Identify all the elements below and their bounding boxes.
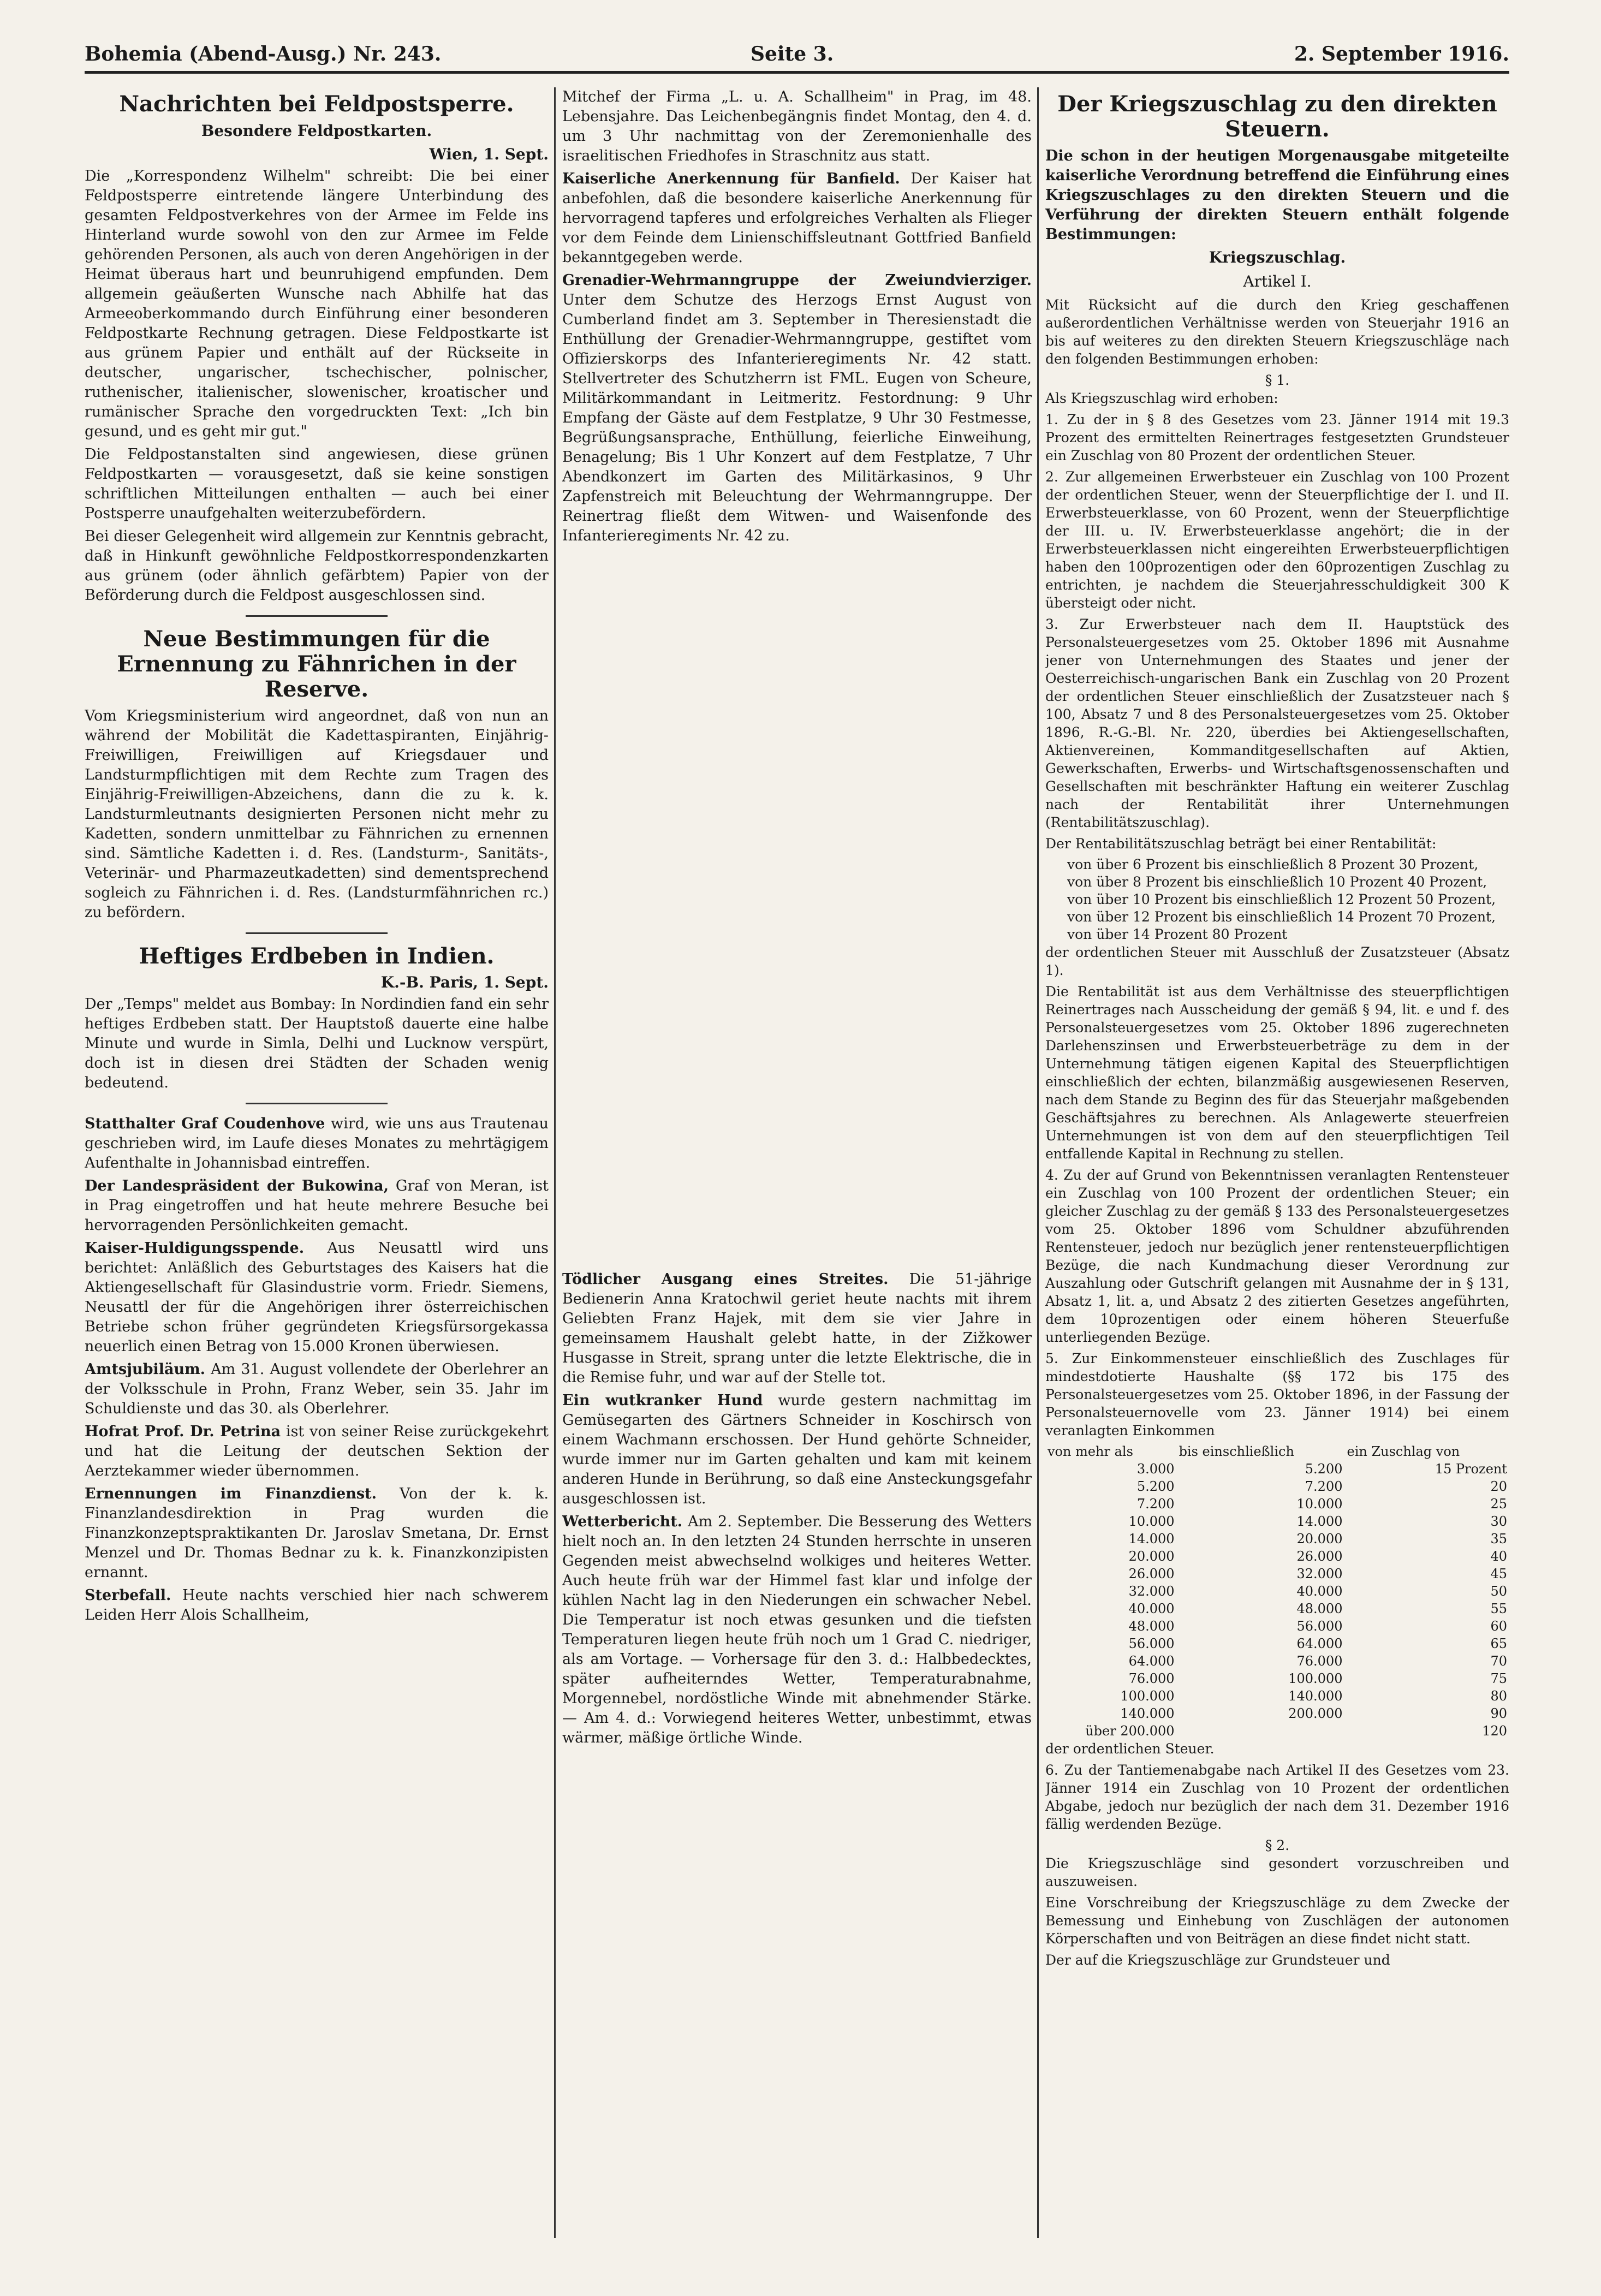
table-cell: 64.000 <box>1296 1636 1343 1651</box>
table-cell: 64.000 <box>1128 1653 1175 1669</box>
table-cell: 30 <box>1490 1514 1507 1529</box>
rate-list-item: von über 12 Prozent bis einschließlich 14 Prozent 70 Prozent, <box>1067 909 1496 925</box>
column-left <box>85 87 549 2249</box>
news-item-lead: Amtsjubiläum. <box>85 1361 206 1378</box>
article-heading: Artikel I. <box>1243 272 1312 290</box>
news-item <box>85 1586 549 1625</box>
article-paragraph: 2. Zur allgemeinen Erwerbsteuer ein Zuschlag von 100 Prozent der ordentlichen Steuer, wenn der Steuerpflichtige der I. und II. Erwerbsteuerklasse, von 60 Prozent, wenn der Steuerpflichtige der III. u. IV. Erwerbsteuerklasse angehört; die in der Erwerbsteuerklassen nicht eingereihten Erwerbsteuerpflichtigen haben den 100prozentigen oder den 60prozentigen Zuschlag zu entrichten, je nachdem die Steuerjahresschuldigkeit 300 K übersteigt oder nicht. <box>1045 469 1509 611</box>
table-cell: 10.000 <box>1128 1514 1175 1529</box>
table-cell: 20.000 <box>1128 1549 1175 1564</box>
news-item <box>562 1270 1032 1388</box>
table-cell: 40 <box>1490 1549 1507 1564</box>
article-paragraph: Die Rentabilität ist aus dem Verhältnisse des steuerpflichtigen Reinertrages nach Ausscheidung der gemäß § 94, lit. e und f. des Personalsteuergesetzes vom 25. Oktober 1896 zugerechneten Darlehenszinsen und Erwerbsteuerbeträge zu dem in der Unternehmung tätigen eigenen Kapital des Steuerpflichtigen einschließlich der echten, bilanzmäßig ausgewiesenen Reserven, nach dem Stande zu Beginn des für das Steuerjahr maßgebenden Geschäftsjahres zu berechnen. Als Anlagewerte steuerfreien Unternehmungen ist von dem auf den steuerpflichtigen Teil entfallende Kapital in Rechnung zu stellen. <box>1045 984 1509 1162</box>
table-row <box>1045 1705 1509 1722</box>
article-paragraph: Die schon in der heutigen Morgenausgabe mitgeteilte kaiserliche Verordnung betreffend die Einführung eines Kriegszuschlages zu den direkten Steuern und die Verführung der direkten Steuern enthält folgende Bestimmungen: <box>1045 147 1509 243</box>
table-cell: 48.000 <box>1296 1601 1343 1616</box>
table-row <box>1045 1600 1509 1617</box>
table-cell: 56.000 <box>1296 1619 1343 1634</box>
table-cell: 100.000 <box>1288 1671 1343 1686</box>
article-title-feldpost: Nachrichten bei Feldpostsperre. <box>119 91 514 117</box>
article-paragraph: Bei dieser Gelegenheit wird allgemein zur Kenntnis gebracht, daß in Hinkunft gewöhnliche Feldpostkorrespondenzkarten aus grünem (oder ähnlich gefärbtem) Papier von der Beförderung durch die Feldpost ausgeschlossen sind. <box>85 528 549 604</box>
masthead <box>85 38 1509 74</box>
table-cell: 15 Prozent <box>1435 1461 1507 1477</box>
table-cell: 50 <box>1490 1584 1507 1599</box>
table-row <box>1045 1565 1509 1583</box>
news-item <box>562 169 1032 267</box>
issue-date: 2. September 1916. <box>1294 43 1509 66</box>
blank-column-area <box>562 855 1032 1161</box>
article-paragraph: 1. Zu der in § 8 des Gesetzes vom 23. Jänner 1914 mit 19.3 Prozent des ermittelten Reinertrages festgesetzten Grundsteuer ein Zuschlag von 80 Prozent der ordentlichen Steuer. <box>1045 412 1509 463</box>
article-paragraph: Vom Kriegsministerium wird angeordnet, daß von nun an während der Mobilität die Kadettaspiranten, Einjährig-Freiwilligen, Freiwilligen auf Kriegsdauer und Landsturmpflichtigen mit dem Rechte zum Tragen des Einjährig-Freiwilligen-Abzeichens, dann die zu k. k. Landsturmleutnants designierten Personen nicht mehr zu Kadetten, sondern unmittelbar zu Fähnrichen zu ernennen sind. Sämtliche Kadetten i. d. Res. (Landsturm-, Sanitäts-, Veterinär- und Pharmazeutkadetten) sind dementsprechend sogleich zu Fähnrichen i. d. Res. (Landsturmfähnrichen rc.) zu befördern. <box>85 707 549 921</box>
table-row <box>1045 1722 1509 1740</box>
table-cell: 140.000 <box>1120 1706 1175 1721</box>
news-item-text: Aus Neusattl wird uns berichtet: Anläßlich des Geburtstages des Kaisers hat die Aktiengesellschaft für Glasindustrie vorm. Friedr. Siemens, Neusattl der für die Angehörigen ihrer österreichischen Betriebe schon früher gegründeten Kriegsfürsorgekassa neuerlich einen Betrag von 15.000 Kronen überwiesen. <box>85 1240 549 1355</box>
table-cell: 26.000 <box>1296 1549 1343 1564</box>
table-cell: 5.200 <box>1305 1461 1343 1477</box>
table-cell: 7.200 <box>1305 1479 1343 1494</box>
paragraph-marker: § 1. <box>1265 372 1290 388</box>
table-row <box>1045 1652 1509 1670</box>
table-cell: 200.000 <box>1288 1706 1343 1721</box>
masthead-title: Bohemia (Abend-Ausg.) Nr. 243. <box>85 43 442 66</box>
column-right <box>1045 87 1509 2249</box>
table-cell: 48.000 <box>1128 1619 1175 1634</box>
table-cell: 35 <box>1490 1531 1507 1546</box>
table-row <box>1045 1530 1509 1548</box>
news-item-lead: Statthalter Graf Coudenhove <box>85 1115 325 1132</box>
rate-list-item: von über 6 Prozent bis einschließlich 8 Prozent 30 Prozent, <box>1067 856 1479 872</box>
news-item <box>562 1512 1032 1748</box>
article-paragraph: Der „Temps" meldet aus Bombay: In Nordindien fand ein sehr heftiges Erdbeben statt. Der Hauptstoß dauerte eine halbe Minute und wurde in Simla, Delhi und Lucknow verspürt, doch ist in diesen drei Städten der Schaden wenig bedeutend. <box>85 996 549 1091</box>
table-cell: 14.000 <box>1296 1514 1343 1529</box>
table-header-cell: ein Zuschlag von <box>1347 1444 1460 1459</box>
rate-list-item: von über 14 Prozent 80 Prozent <box>1067 926 1288 942</box>
table-cell: 10.000 <box>1296 1496 1343 1512</box>
table-cell: 5.200 <box>1136 1479 1175 1494</box>
table-cell <box>1177 1722 1345 1740</box>
article-paragraph: Die „Korrespondenz Wilhelm" schreibt: Die bei einer Feldpostsperre eintretende längere Unterbindung des gesamten Feldpostverkehres von der Armee im Felde ins Hinterland wurde sowohl von den zur Armee im Felde gehörenden Personen, als auch von deren Angehörigen in der Heimat überaus hart und beunruhigend empfunden. Dem allgemein geäußerten Wunsche nach Abhilfe hat das Armeeoberkommando durch Einführung einer besonderen Feldpostkarte Rechnung getragen. Diese Feldpostkarte ist aus grünem Papier und enthält auf der Rückseite in deutscher, ungarischer, tschechischer, polnischer, ruthenischer, italienischer, slowenischer, kroatischer und rumänischer Sprache den vorgedruckten Text: „Ich bin gesund, und es geht mir gut." <box>85 168 549 440</box>
table-cell: 60 <box>1490 1619 1507 1634</box>
news-item-text: wird, wie uns aus Trautenau geschrieben wird, im Laufe dieses Monates zu mehrtägigem Aufenthalte in Johannisbad eintreffen. <box>85 1115 549 1171</box>
news-item <box>85 1239 549 1357</box>
table-row <box>1045 1583 1509 1600</box>
news-item-lead: Wetterbericht. <box>562 1513 683 1530</box>
news-item-lead: Hofrat Prof. Dr. Petrina <box>85 1423 281 1440</box>
newspaper-page <box>85 38 1509 2255</box>
news-item-lead: Ernennungen im Finanzdienst. <box>85 1485 377 1502</box>
table-cell: 45 <box>1490 1566 1507 1581</box>
news-item-lead: Kaiser-Huldigungsspende. <box>85 1240 305 1257</box>
article-title-faehnriche: Neue Bestimmungen für die Ernennung zu Fähnrichen in der Reserve. <box>117 626 516 702</box>
news-item <box>85 1176 549 1235</box>
news-item <box>562 271 1032 546</box>
table-row <box>1045 1635 1509 1652</box>
table-row <box>1045 1617 1509 1635</box>
table-row <box>1045 1687 1509 1705</box>
table-cell: 40.000 <box>1296 1584 1343 1599</box>
article-paragraph: Die Kriegszuschläge sind gesondert vorzuschreiben und auszuweisen. <box>1045 1855 1509 1889</box>
news-item-text: Die 51-jährige Bedienerin Anna Kratochwil geriet heute nachts mit ihrem Geliebten Franz Hajek, mit dem sie vier Jahre in gemeinsamem Haushalt gelebt hatte, in der Zižkower Husgasse in Streit, sprang unter die letzte Elektrische, die in die Remise fuhr, und war auf der Stelle tot. <box>562 1271 1032 1386</box>
table-row <box>1045 1513 1509 1530</box>
table-cell: 3.000 <box>1136 1461 1175 1477</box>
table-cell: 140.000 <box>1288 1688 1343 1704</box>
article-paragraph: 6. Zu der Tantiemenabgabe nach Artikel II des Gesetzes vom 23. Jänner 1914 ein Zuschlag von 10 Prozent der ordentlichen Abgabe, jedoch nur bezüglich der nach dem 31. Dezember 1916 fällig werdenden Bezüge. <box>1045 1762 1509 1832</box>
news-item-lead: Der Landespräsident der Bukowina, <box>85 1177 389 1194</box>
blank-column-area <box>562 549 1032 855</box>
article-paragraph: Die Feldpostanstalten sind angewiesen, diese grünen Feldpostkarten — vorausgesetzt, daß sie keine sonstigen schriftlichen Mitteilungen enthalten — auch bei einer Postsperre unaufgehalten weiterzubefördern. <box>85 446 549 522</box>
news-item <box>85 1360 549 1419</box>
article-paragraph: der ordentlichen Steuer mit Ausschluß der Zusatzsteuer (Absatz 1). <box>1045 944 1509 978</box>
news-item-text: Heute nachts verschied hier nach schwerem Leiden Herr Alois Schallheim, <box>85 1587 549 1623</box>
article-paragraph: 4. Zu der auf Grund von Bekenntnissen veranlagten Rentensteuer ein Zuschlag von 100 Prozent der ordentlichen Steuer; ein gleicher Zuschlag zu der gemäß § 133 des Personalsteuergesetzes vom 25. Oktober 1896 vom Schuldner abzuführenden Rentensteuer, jedoch nur bezüglich jener rentensteuerpflichtigen Bezüge, die nach Kundmachung dieser Verordnung zur Auszahlung oder Gutschrift gelangen mit Ausnahme der in § 131, Absatz 1, lit. a, und Absatz 2 des zitierten Gesetzes angeführten, dem 10prozentigen oder einem höheren Steuerfuße unterliegenden Bezüge. <box>1045 1167 1509 1345</box>
article-paragraph: Mit Rücksicht auf die durch den Krieg geschaffenen außerordentlichen Verhältnisse werden von Steuerjahr 1916 an bis auf weiteres zu den direkten Steuern Kriegszuschläge nach den folgenden Bestimmungen erhoben: <box>1045 297 1509 367</box>
table-cell: 80 <box>1490 1688 1507 1704</box>
news-item-lead: Ein wutkranker Hund <box>562 1392 763 1409</box>
table-header-cell: bis einschließlich <box>1179 1444 1294 1459</box>
table-cell: über 200.000 <box>1085 1723 1175 1739</box>
article-title-erdbeben: Heftiges Erdbeben in Indien. <box>139 943 495 969</box>
table-header-cell: von mehr als <box>1048 1444 1133 1459</box>
news-item-continued: Mitchef der Firma „L. u. A. Schallheim" in Prag, im 48. Lebensjahre. Das Leichenbegängnis findet Montag, den 4. d. um 3 Uhr nachmittag von der Zeremonienhalle des israelitischen Friedhofes in Straschnitz aus statt. <box>562 88 1032 164</box>
table-cell: 55 <box>1490 1601 1507 1616</box>
column-rule-2 <box>1037 87 1039 2238</box>
table-cell: 70 <box>1490 1653 1507 1669</box>
article-dateline-feldpost: Wien, 1. Sept. <box>429 145 549 163</box>
news-item-lead: Sterbefall. <box>85 1587 171 1604</box>
news-item-text: wurde gestern nachmittag im Gemüsegarten des Gärtners Schneider in Koschirsch von einem Wachmann erschossen. Der Hund gehörte Schneider, wurde immer nur im Garten gehalten und kam mit keinem anderen Hunde in Berührung, so daß eine Ansteckungsgefahr ausgeschlossen ist. <box>562 1392 1032 1507</box>
table-row <box>1045 1548 1509 1565</box>
article-paragraph: Der auf die Kriegszuschläge zur Grundsteuer und <box>1045 1952 1390 1968</box>
table-row <box>1045 1460 1509 1478</box>
table-cell: 100.000 <box>1120 1688 1175 1704</box>
news-item-text: Der Kaiser hat anbefohlen, daß die besondere kaiserliche Anerkennung für hervorragend tapferes und erfolgreiches Verhalten als Flieger vor dem Feinde dem Linienschiffsleutnant Gottfried Banfield bekanntgegeben werde. <box>562 170 1032 266</box>
income-tax-table <box>1045 1443 1509 1740</box>
article-paragraph: der ordentlichen Steuer. <box>1045 1741 1215 1757</box>
news-item-lead: Kaiserliche Anerkennung für Banfield. <box>562 170 900 187</box>
table-cell: 20.000 <box>1296 1531 1343 1546</box>
table-cell: 56.000 <box>1128 1636 1175 1651</box>
table-cell: 76.000 <box>1296 1653 1343 1669</box>
table-header-row <box>1045 1443 1509 1460</box>
table-row <box>1045 1495 1509 1513</box>
article-paragraph: Der Rentabilitätszuschlag beträgt bei einer Rentabilität: <box>1045 836 1437 852</box>
news-item <box>85 1484 549 1583</box>
page-number: Seite 3. <box>751 43 834 66</box>
article-title-kriegszuschlag: Der Kriegszuschlag zu den direkten Steuern. <box>1057 91 1497 142</box>
news-item-text: Graf von Meran, ist in Prag eingetroffen und hat heute mehrere Besuche bei hervorragenden Persönlichkeiten gemacht. <box>85 1177 549 1234</box>
news-item-text: Von der k. k. Finanzlandesdirektion in Prag wurden die Finanzkonzeptspraktikanten Dr. Jaroslav Smetana, Dr. Ernst Menzel und Dr. Thomas Bednar zu k. k. Finanzkonzipisten ernannt. <box>85 1485 549 1581</box>
news-item-lead: Tödlicher Ausgang eines Streites. <box>562 1271 889 1288</box>
article-paragraph: 5. Zur Einkommensteuer einschließlich des Zuschlages für mindestdotierte Haushalte (§§ 172 bis 175 des Personalsteuergesetzes vom 25. Oktober 1896, in der Fassung der Personalsteuernovelle vom 23. Jänner 1914) bei einem veranlagten Einkommen <box>1045 1351 1509 1438</box>
column-rule-1 <box>554 87 556 2238</box>
news-item-text: Am 31. August vollendete der Oberlehrer an der Volksschule in Prohn, Franz Weber, sein 35. Jahr im Schuldienste und das 30. als Oberlehrer. <box>85 1361 549 1417</box>
table-row <box>1045 1478 1509 1495</box>
news-item-text: Am 2. September. Die Besserung des Wetters hielt noch an. In den letzten 24 Stunden herrschte in unseren Gegenden meist abwechselnd wolkiges und heiteres Wetter. Auch heute früh war der Himmel fast klar und infolge der kühlen Nacht lag in den Niederungen ein schwacher Nebel. Die Temperatur ist noch etwas gesunken und die tiefsten Temperaturen liegen heute früh noch um 1 Grad C. niedriger, als am Vortage. — Vorhersage für den 3. d.: Halbbedecktes, später aufheiterndes Wetter, Temperaturabnahme, Morgennebel, nordöstliche Winde mit abnehmender Stärke. — Am 4. d.: Vorwiegend heiteres Wetter, unbestimmt, etwas wärmer, mäßige örtliche Winde. <box>562 1513 1032 1746</box>
article-subtitle-feldpost: Besondere Feldpostkarten. <box>201 122 432 140</box>
article-separator <box>246 932 388 934</box>
news-item <box>85 1114 549 1173</box>
article-paragraph: Eine Vorschreibung der Kriegszuschläge zu dem Zwecke der Bemessung und Einhebung von Zuschlägen der autonomen Körperschaften und von Beiträgen an diese findet nicht statt. <box>1045 1895 1509 1947</box>
news-item-lead: Grenadier-Wehrmanngruppe der Zweiundvierziger. <box>562 272 1032 289</box>
column-middle <box>562 87 1032 2249</box>
news-item-text: ist von seiner Reise zurückgekehrt und hat die Leitung der deutschen Sektion der Aerztekammer wieder übernommen. <box>85 1423 549 1479</box>
table-cell: 75 <box>1490 1671 1507 1686</box>
table-cell: 20 <box>1490 1479 1507 1494</box>
table-cell: 32.000 <box>1296 1566 1343 1581</box>
table-cell: 14.000 <box>1128 1531 1175 1546</box>
table-cell: 120 <box>1482 1723 1507 1739</box>
table-cell: 32.000 <box>1128 1584 1175 1599</box>
news-item <box>562 1391 1032 1509</box>
rate-list-item: von über 8 Prozent bis einschließlich 10 Prozent 40 Prozent, <box>1067 874 1487 890</box>
table-cell: 25 <box>1490 1496 1507 1512</box>
paragraph-marker: § 2. <box>1265 1837 1290 1853</box>
article-paragraph: 3. Zur Erwerbsteuer nach dem II. Hauptstück des Personalsteuergesetzes vom 25. Oktober 1896 mit Ausnahme jener von Unternehmungen des Staates und jener der Oesterreichisch-ungarischen Bank ein Zuschlag von 20 Prozent der ordentlichen Steuer einschließlich der Zusatzsteuer nach § 100, Absatz 7 und 8 des Personalsteuergesetzes vom 25. Oktober 1896, R.-G.-Bl. Nr. 220, überdies bei Aktiengesellschaften, Aktienvereinen, Kommanditgesellschaften auf Aktien, Gewerkschaften, Erwerbs- und Wirtschaftsgenossenschaften und Gesellschaften mit beschränkter Haftung ein weiterer Zuschlag nach der Rentabilität ihrer Unternehmungen (Rentabilitätszuschlag). <box>1045 616 1509 830</box>
section-heading: Kriegszuschlag. <box>1209 248 1346 266</box>
article-separator <box>246 615 388 617</box>
news-item-text: Unter dem Schutze des Herzogs Ernst August von Cumberland findet am 3. September in Theresienstadt die Enthüllung der Grenadier-Wehrmanngruppe, gestiftet vom Offizierskorps des Infanterieregiments Nr. 42 statt. Stellvertreter des Schutzherrn ist FML. Eugen von Scheure, Militärkommandant in Leitmeritz. Festordnung: 9 Uhr Empfang der Gäste auf dem Festplatze, 9 Uhr 30 Festmesse, Begrüßungsansprache, Enthüllung, feierliche Einweihung, Benagelung; Bis 1 Uhr Konzert auf dem Festplatze, 7 Uhr Abendkonzert im Garten des Militärkasinos, 9 Uhr Zapfenstreich mit Beleuchtung der Wehrmanngruppe. Der Reinertrag fließt dem Witwen- und Waisenfonde des Infanterieregiments Nr. 42 zu. <box>562 292 1032 544</box>
table-body <box>1045 1460 1509 1740</box>
table-cell: 65 <box>1490 1636 1507 1651</box>
table-row <box>1045 1670 1509 1687</box>
rate-list-item: von über 10 Prozent bis einschließlich 12 Prozent 50 Prozent, <box>1067 891 1496 907</box>
table-cell: 26.000 <box>1128 1566 1175 1581</box>
table-cell: 7.200 <box>1136 1496 1175 1512</box>
table-cell: 76.000 <box>1128 1671 1175 1686</box>
article-paragraph: Als Kriegszuschlag wird erhoben: <box>1045 390 1278 406</box>
article-separator <box>246 1103 388 1104</box>
table-cell: 90 <box>1490 1706 1507 1721</box>
blank-column-area <box>562 1161 1032 1270</box>
news-item <box>85 1422 549 1481</box>
article-dateline-erdbeben: K.-B. Paris, 1. Sept. <box>380 973 549 991</box>
table-cell: 40.000 <box>1128 1601 1175 1616</box>
